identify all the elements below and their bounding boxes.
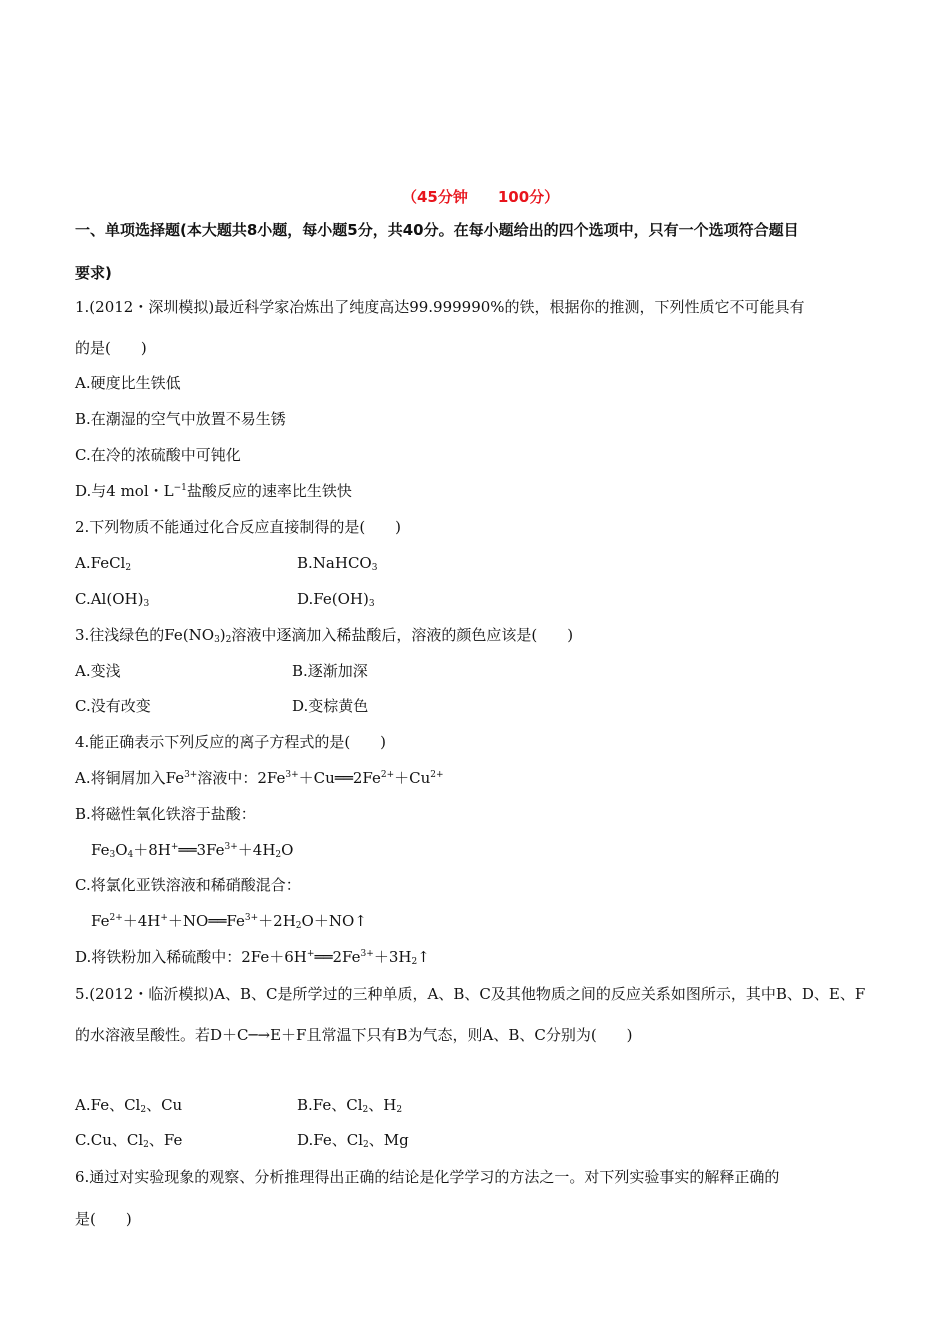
q2-option-d: $D.Fe(OH)_3$ — [297, 590, 375, 609]
q5-option-c: C.Cu、$Cl_2$、Fe — [75, 1131, 183, 1150]
q1-option-b: B.在潮湿的空气中放置不易生锈 — [75, 410, 286, 428]
q4-option-c-label: C.将氯化亚铁溶液和稀硝酸混合： — [75, 876, 301, 894]
q5-option-b: B.Fe、$Cl_2$、$H_2$ — [297, 1096, 403, 1115]
q5-stem-line1: 5.(2012・临沂模拟)A、B、C是所学过的三种单质，A、B、C及其他物质之间的反应关系如图所示，其中B、D、E、F — [75, 985, 866, 1003]
q3-option-b: B.逐渐加深 — [292, 662, 368, 680]
q3-option-d: D.变棕黄色 — [292, 697, 369, 715]
q1-option-c: C.在冷的浓硫酸中可钝化 — [75, 446, 241, 464]
q2-option-a: A.FeCl$_2$ — [75, 554, 132, 573]
q1-stem-line2: 的是( ) — [75, 339, 147, 357]
q1-option-d: D.与4 mol・$L^{-1}$盐酸反应的速率比生铁快 — [75, 482, 352, 500]
time-score-header: （45分钟 100分） — [402, 188, 560, 206]
section-heading-line2: 要求) — [75, 264, 112, 282]
q1-stem-line1: 1.(2012・深圳模拟)最近科学家冶炼出了纯度高达99.999990%的铁，根据你的推测，下列性质它不可能具有 — [75, 298, 805, 316]
q1-option-a: A.硬度比生铁低 — [75, 374, 181, 392]
q5-stem-line2: 的水溶液呈酸性。若D＋C─→E＋F且常温下只有B为气态，则A、B、C分别为( ) — [75, 1026, 633, 1044]
q4-option-c-equation: $Fe^{2+}+4H^++NO══Fe^{3+}+2H_2O+NO↑$ — [91, 912, 367, 931]
section-heading-line1: 一、单项选择题(本大题共8小题，每小题5分，共40分。在每小题给出的四个选项中，只有一个选项符合题目 — [75, 221, 799, 239]
q5-option-a: A.Fe、$Cl_2$、Cu — [75, 1096, 183, 1115]
q4-stem: 4.能正确表示下列反应的离子方程式的是( ) — [75, 733, 387, 751]
q4-option-b-label: B.将磁性氧化铁溶于盐酸： — [75, 805, 256, 823]
q6-stem-line1: 6.通过对实验现象的观察、分析推理得出正确的结论是化学学习的方法之一。对下列实验事实的解释正确的 — [75, 1168, 780, 1186]
q2-stem: 2.下列物质不能通过化合反应直接制得的是( ) — [75, 518, 402, 536]
q4-option-a: A.将铜屑加入$Fe^{3+}$溶液中：$2Fe^{3+}+Cu══2Fe^{2+}+Cu^{2+}$ — [75, 769, 444, 787]
q5-option-d: D.Fe、$Cl_2$、Mg — [297, 1131, 409, 1150]
q3-stem: 3.往浅绿色的$Fe(NO_3)_2$溶液中逐滴加入稀盐酸后，溶液的颜色应该是( ) — [75, 626, 574, 645]
q3-option-a: A.变浅 — [75, 662, 121, 680]
q4-option-d: D.将铁粉加入稀硫酸中：$2Fe+6H^+══2Fe^{3+}+3H_2↑$ — [75, 948, 430, 967]
q2-option-c: $C.Al(OH)_3$ — [75, 590, 150, 609]
q4-option-b-equation: $Fe_3O_4+8H^+══3Fe^{3+}+4H_2O$ — [91, 841, 294, 860]
q6-stem-line2: 是( ) — [75, 1210, 132, 1228]
q2-option-b: B.NaHCO$_3$ — [297, 554, 378, 573]
q3-option-c: C.没有改变 — [75, 697, 151, 715]
